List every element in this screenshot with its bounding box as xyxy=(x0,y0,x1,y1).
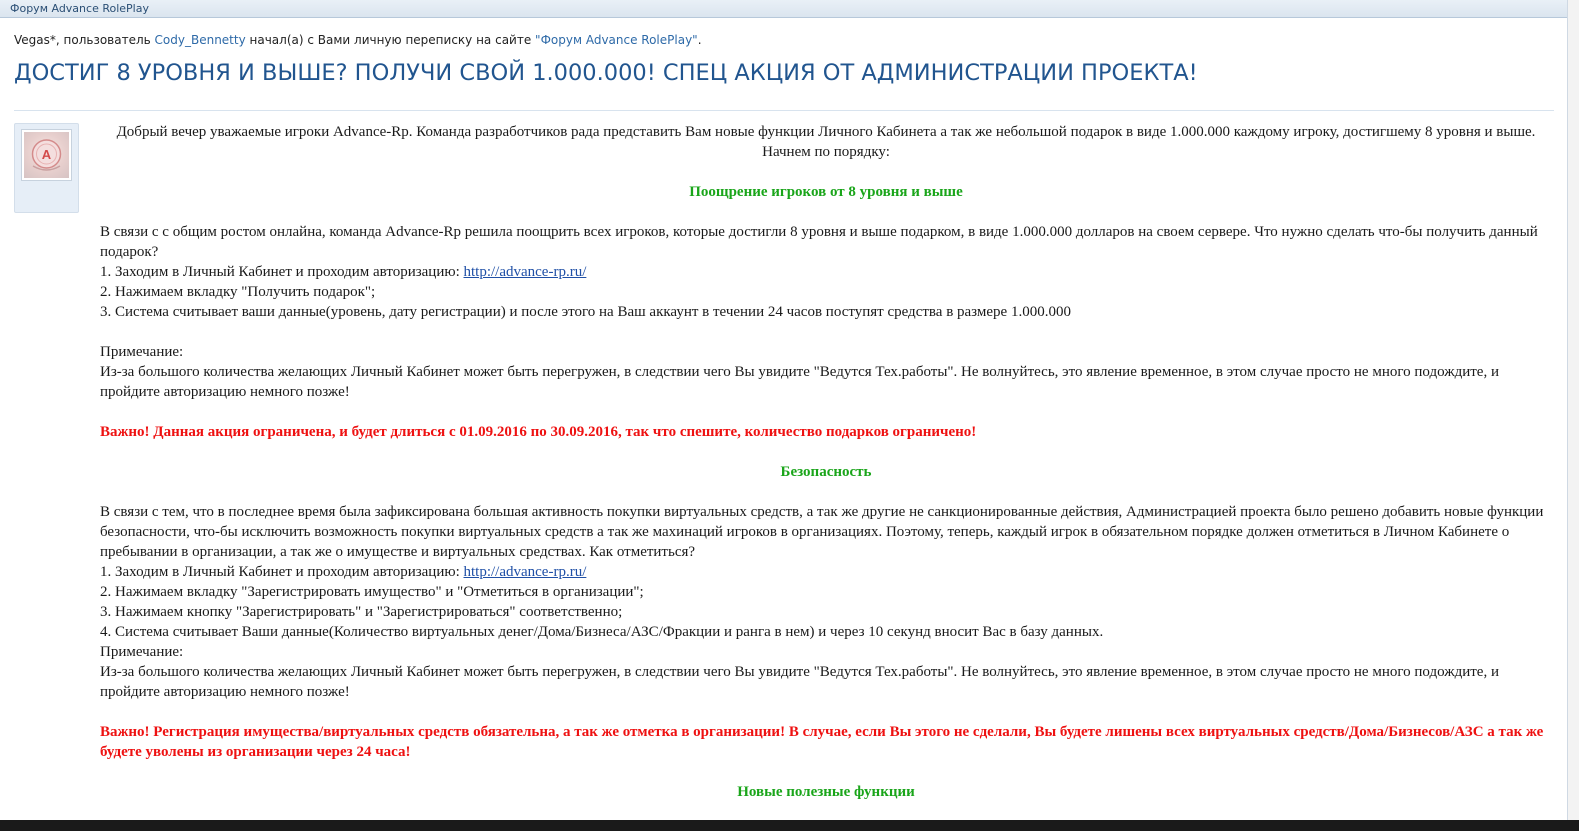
notice-text-3: . xyxy=(697,33,702,47)
cabinet-link[interactable]: http://advance-rp.ru/ xyxy=(463,564,587,580)
recipient-name: Vegas* xyxy=(14,33,56,47)
header-bar xyxy=(0,0,1567,18)
section-heading-rewards: Поощрение игроков от 8 уровня и выше xyxy=(689,184,963,200)
note-label: Примечание: xyxy=(100,644,184,660)
message-title: ДОСТИГ 8 УРОВНЯ И ВЫШЕ? ПОЛУЧИ СВОЙ 1.000.000! СПЕЦ АКЦИЯ ОТ АДМИНИСТРАЦИИ ПРОЕКТА! xyxy=(14,60,1198,86)
section-heading-security: Безопасность xyxy=(780,464,872,480)
security-step-1 xyxy=(100,562,1552,582)
rewards-step-1 xyxy=(100,262,1552,282)
security-paragraph: В связи с тем, что в последнее время была зафиксирована большая активность покупки виртуальных средств, а так же другие не санкционированные действия, Администрацией проекта было решено добавить новые функции безопасности, что-бы исключить возможность покупки виртуальных средств а так же махинаций игроков в организациях. Поэтому, теперь, каждый игрок в обязательном порядке должен отметиться в Личном Кабинете о пребывании в организации, а так же о имуществе и виртуальных средствах. Как отметиться? xyxy=(100,504,1544,560)
sender-profile-link[interactable]: Cody_Bennetty xyxy=(154,33,246,47)
rewards-step-1-text: 1. Заходим в Личный Кабинет и проходим авторизацию: xyxy=(100,264,464,280)
notice-text-2: начал(а) с Вами личную переписку на сайте xyxy=(245,33,536,47)
message-body xyxy=(100,122,1552,802)
title-divider xyxy=(14,110,1554,111)
cabinet-link[interactable]: http://advance-rp.ru/ xyxy=(463,264,587,280)
section-heading-new-features: Новые полезные функции xyxy=(737,784,915,800)
note-text: Из-за большого количества желающих Личный Кабинет может быть перегружен, в следствии чего Вы увидите "Ведутся Тех.работы". Не волнуйтесь, это явление временное, в этом случае просто не много подождите, и пройдите авторизацию немного позже! xyxy=(100,664,1499,700)
security-step-2: 2. Нажимаем вкладку "Зарегистрировать имущество" и "Отметиться в организации"; xyxy=(100,584,644,600)
security-step-3: 3. Нажимаем кнопку "Зарегистрировать" и "Зарегистрироваться" соответственно; xyxy=(100,604,623,620)
rewards-paragraph: В связи с с общим ростом онлайна, команда Advance-Rp решила поощрить всех игроков, которые достигли 8 уровня и выше подарком, в виде 1.000.000 долларов на своем сервере. Что нужно сделать что-бы получить данный подарок? xyxy=(100,224,1538,260)
site-link[interactable]: "Форум Advance RolePlay" xyxy=(535,33,698,47)
note-label: Примечание: xyxy=(100,344,184,360)
svg-text:A: A xyxy=(41,147,52,162)
notice-text-1: , пользователь xyxy=(55,33,155,47)
warning-registration-required: Важно! Регистрация имущества/виртуальных средств обязательна, а так же отметка в организации! В случае, если Вы этого не сделали, Вы будете лишены всех виртуальных средств/Дома/Бизнесов/АЗС а так же будете уволены из организации через 24 часа! xyxy=(100,724,1544,760)
forum-home-link[interactable]: Форум Advance RolePlay xyxy=(10,2,149,15)
advance-rp-logo-icon xyxy=(24,132,69,178)
rewards-step-2: 2. Нажимаем вкладку "Получить подарок"; xyxy=(100,284,376,300)
avatar[interactable] xyxy=(21,129,72,181)
sender-avatar-panel xyxy=(14,123,79,213)
window-bottom-edge xyxy=(0,820,1579,831)
warning-promo-limited: Важно! Данная акция ограничена, и будет длиться с 01.09.2016 по 30.09.2016, так что спешите, количество подарков ограничено! xyxy=(100,424,977,440)
rewards-step-3: 3. Система считывает ваши данные(уровень, дату регистрации) и после этого на Ваш аккаунт в течении 24 часов поступят средства в размере 1.000.000 xyxy=(100,304,1071,320)
intro-paragraph: Добрый вечер уважаемые игроки Advance-Rp. Команда разработчиков рада представить Вам новые функции Личного Кабинета а так же небольшой подарок в виде 1.000.000 каждому игроку, достигшему 8 уровня и выше. Начнем по порядку: xyxy=(116,124,1536,160)
security-step-4: 4. Система считывает Ваши данные(Количество виртуальных денег/Дома/Бизнеса/АЗС/Фракции и ранга в нем) и через 10 секунд вносит Вас в базу данных. xyxy=(100,624,1104,640)
security-step-1-text: 1. Заходим в Личный Кабинет и проходим авторизацию: xyxy=(100,564,464,580)
note-text: Из-за большого количества желающих Личный Кабинет может быть перегружен, в следствии чего Вы увидите "Ведутся Тех.работы". Не волнуйтесь, это явление временное, в этом случае просто не много подождите, и пройдите авторизацию немного позже! xyxy=(100,364,1499,400)
scrollbar-track[interactable] xyxy=(1568,0,1579,820)
notification-line xyxy=(14,33,702,47)
